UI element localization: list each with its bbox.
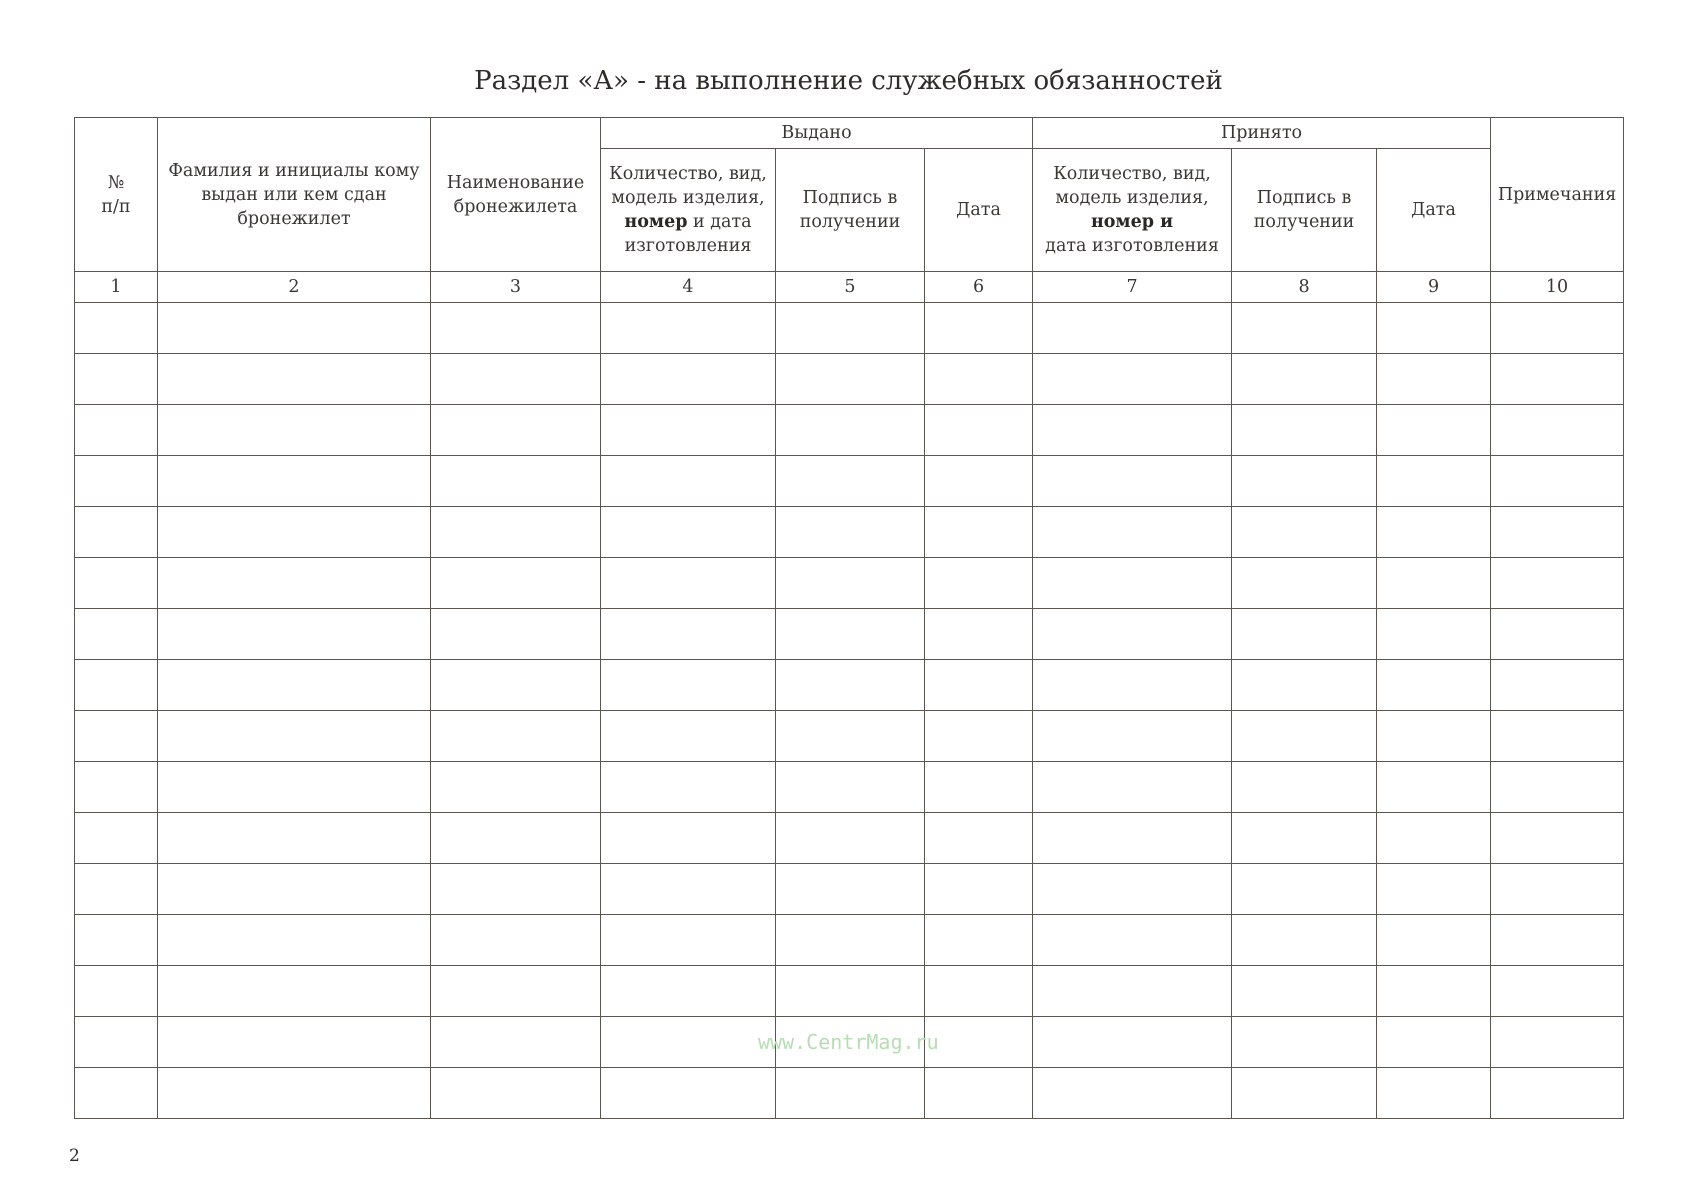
- table-cell[interactable]: [776, 660, 925, 711]
- table-cell[interactable]: [1232, 609, 1377, 660]
- table-cell[interactable]: [1232, 303, 1377, 354]
- table-cell[interactable]: [601, 864, 776, 915]
- table-cell[interactable]: [158, 966, 431, 1017]
- table-cell[interactable]: [776, 864, 925, 915]
- table-cell[interactable]: [1232, 660, 1377, 711]
- table-cell[interactable]: [601, 813, 776, 864]
- table-cell[interactable]: [1232, 864, 1377, 915]
- header-received-item-details: [1033, 149, 1232, 272]
- table-cell[interactable]: [75, 915, 158, 966]
- table-cell[interactable]: [925, 762, 1033, 813]
- header-received-item-details-text: Количество, вид, модель изделия,: [1053, 164, 1211, 208]
- table-cell[interactable]: [1033, 1017, 1232, 1068]
- header-issued-signature: Подпись в получении: [776, 149, 925, 272]
- table-cell[interactable]: [925, 1068, 1033, 1119]
- column-number-cell: 2: [158, 272, 431, 303]
- table-cell[interactable]: [925, 813, 1033, 864]
- table-cell[interactable]: [1377, 405, 1491, 456]
- table-cell[interactable]: [1033, 303, 1232, 354]
- column-number-cell: 5: [776, 272, 925, 303]
- table-cell[interactable]: [1377, 1017, 1491, 1068]
- header-received-item-number-bold: номер и: [1090, 212, 1174, 232]
- table-cell[interactable]: [1491, 711, 1624, 762]
- header-issued-date: Дата: [925, 149, 1033, 272]
- table-cell[interactable]: [601, 354, 776, 405]
- section-title: Раздел «А» - на выполнение служебных обязанностей: [474, 66, 1223, 96]
- table-cell[interactable]: [431, 1068, 601, 1119]
- table-cell[interactable]: [431, 1017, 601, 1068]
- table-cell[interactable]: [1377, 660, 1491, 711]
- table-cell[interactable]: [158, 660, 431, 711]
- table-cell[interactable]: [158, 609, 431, 660]
- table-cell[interactable]: [1232, 966, 1377, 1017]
- table-row: [75, 405, 1624, 456]
- table-cell[interactable]: [75, 456, 158, 507]
- table-cell[interactable]: [431, 456, 601, 507]
- table-cell[interactable]: [1377, 609, 1491, 660]
- table-cell[interactable]: [1491, 456, 1624, 507]
- table-row: [75, 507, 1624, 558]
- table-cell[interactable]: [1232, 558, 1377, 609]
- table-cell[interactable]: [1033, 864, 1232, 915]
- header-group-row: [75, 118, 1624, 149]
- table-cell[interactable]: [431, 966, 601, 1017]
- table-cell[interactable]: [431, 915, 601, 966]
- header-row-number-symbol: №: [107, 172, 125, 193]
- table-cell[interactable]: [158, 303, 431, 354]
- table-cell[interactable]: [1232, 405, 1377, 456]
- table-cell[interactable]: [601, 762, 776, 813]
- table-cell[interactable]: [776, 405, 925, 456]
- table-cell[interactable]: [1033, 354, 1232, 405]
- table-row: [75, 558, 1624, 609]
- table-cell[interactable]: [158, 864, 431, 915]
- table-cell[interactable]: [75, 507, 158, 558]
- table-cell[interactable]: [1033, 456, 1232, 507]
- table-cell[interactable]: [601, 609, 776, 660]
- column-number-cell: 9: [1377, 272, 1491, 303]
- table-cell[interactable]: [75, 762, 158, 813]
- table-cell[interactable]: [776, 303, 925, 354]
- table-cell[interactable]: [431, 711, 601, 762]
- table-row: [75, 864, 1624, 915]
- table-cell[interactable]: [776, 711, 925, 762]
- table-cell[interactable]: [431, 507, 601, 558]
- table-cell[interactable]: [1232, 915, 1377, 966]
- table-cell[interactable]: [1232, 813, 1377, 864]
- table-cell[interactable]: [1491, 1068, 1624, 1119]
- table-cell[interactable]: [1033, 711, 1232, 762]
- table-cell[interactable]: [431, 303, 601, 354]
- table-cell[interactable]: [1033, 813, 1232, 864]
- table-row: [75, 303, 1624, 354]
- table-row: [75, 456, 1624, 507]
- table-cell[interactable]: [1377, 966, 1491, 1017]
- header-issued-item-details: [601, 149, 776, 272]
- table-cell[interactable]: [431, 609, 601, 660]
- table-cell[interactable]: [431, 660, 601, 711]
- column-number-cell: 6: [925, 272, 1033, 303]
- table-cell[interactable]: [925, 660, 1033, 711]
- journal-table: [74, 117, 1624, 1119]
- table-row: [75, 354, 1624, 405]
- table-cell[interactable]: [1033, 1068, 1232, 1119]
- table-cell[interactable]: [1033, 507, 1232, 558]
- table-cell[interactable]: [158, 507, 431, 558]
- table-cell[interactable]: [1491, 762, 1624, 813]
- table-row: [75, 915, 1624, 966]
- table-cell[interactable]: [1232, 1068, 1377, 1119]
- table-cell[interactable]: [776, 1068, 925, 1119]
- table-cell[interactable]: [1377, 354, 1491, 405]
- table-cell[interactable]: [925, 966, 1033, 1017]
- table-cell[interactable]: [925, 303, 1033, 354]
- column-number-cell: 1: [75, 272, 158, 303]
- table-cell[interactable]: [776, 354, 925, 405]
- table-cell[interactable]: [1377, 864, 1491, 915]
- table-cell[interactable]: [601, 660, 776, 711]
- table-cell[interactable]: [925, 456, 1033, 507]
- table-row: [75, 813, 1624, 864]
- header-surname-initials: Фамилия и инициалы кому выдан или кем сдан бронежилет: [158, 118, 431, 272]
- table-cell[interactable]: [75, 660, 158, 711]
- table-cell[interactable]: [1232, 1017, 1377, 1068]
- table-cell[interactable]: [158, 354, 431, 405]
- table-cell[interactable]: [1491, 609, 1624, 660]
- table-cell[interactable]: [776, 558, 925, 609]
- table-cell[interactable]: [601, 711, 776, 762]
- table-cell[interactable]: [776, 966, 925, 1017]
- column-number-cell: 8: [1232, 272, 1377, 303]
- table-cell[interactable]: [1033, 915, 1232, 966]
- table-cell[interactable]: [925, 558, 1033, 609]
- table-cell[interactable]: [431, 405, 601, 456]
- table-cell[interactable]: [158, 813, 431, 864]
- table-cell[interactable]: [601, 1017, 776, 1068]
- table-cell[interactable]: [1491, 813, 1624, 864]
- table-cell[interactable]: [925, 1017, 1033, 1068]
- table-cell[interactable]: [75, 864, 158, 915]
- table-cell[interactable]: [75, 1017, 158, 1068]
- table-row: [75, 660, 1624, 711]
- header-vest-name: Наименование бронежилета: [431, 118, 601, 272]
- table-cell[interactable]: [925, 507, 1033, 558]
- table-cell[interactable]: [1491, 354, 1624, 405]
- table-cell[interactable]: [158, 711, 431, 762]
- table-cell[interactable]: [1491, 507, 1624, 558]
- table-cell[interactable]: [75, 1068, 158, 1119]
- table-cell[interactable]: [75, 354, 158, 405]
- header-issued-item-details-tail: и дата изготовления: [624, 212, 752, 256]
- table-cell[interactable]: [1491, 915, 1624, 966]
- table-cell[interactable]: [1232, 507, 1377, 558]
- header-row-number: [75, 118, 158, 272]
- table-cell[interactable]: [75, 966, 158, 1017]
- table-cell[interactable]: [601, 966, 776, 1017]
- table-cell[interactable]: [1491, 966, 1624, 1017]
- table-cell[interactable]: [431, 558, 601, 609]
- table-cell[interactable]: [75, 558, 158, 609]
- table-cell[interactable]: [1232, 762, 1377, 813]
- table-cell[interactable]: [75, 303, 158, 354]
- table-cell[interactable]: [925, 405, 1033, 456]
- table-cell[interactable]: [158, 1017, 431, 1068]
- table-cell[interactable]: [925, 915, 1033, 966]
- table-row: [75, 609, 1624, 660]
- table-cell[interactable]: [601, 303, 776, 354]
- header-issued-item-details-text: Количество, вид, модель изделия,: [609, 164, 767, 208]
- table-cell[interactable]: [1377, 711, 1491, 762]
- table-row: [75, 1068, 1624, 1119]
- table-cell[interactable]: [1491, 660, 1624, 711]
- table-cell[interactable]: [431, 813, 601, 864]
- header-group-received: Принято: [1033, 118, 1491, 149]
- table-cell[interactable]: [1033, 609, 1232, 660]
- table-cell[interactable]: [925, 711, 1033, 762]
- table-cell[interactable]: [1491, 303, 1624, 354]
- table-cell[interactable]: [75, 813, 158, 864]
- table-cell[interactable]: [158, 456, 431, 507]
- table-cell[interactable]: [431, 354, 601, 405]
- column-number-cell: 7: [1033, 272, 1232, 303]
- table-cell[interactable]: [1033, 762, 1232, 813]
- table-cell[interactable]: [601, 915, 776, 966]
- table-cell[interactable]: [1033, 405, 1232, 456]
- table-cell[interactable]: [1377, 303, 1491, 354]
- table-cell[interactable]: [925, 354, 1033, 405]
- table-cell[interactable]: [75, 609, 158, 660]
- header-row-number-abbr: п/п: [101, 196, 131, 217]
- table-cell[interactable]: [158, 762, 431, 813]
- column-number-cell: 10: [1491, 272, 1624, 303]
- table-cell[interactable]: [1232, 711, 1377, 762]
- table-cell[interactable]: [1033, 966, 1232, 1017]
- column-number-cell: 4: [601, 272, 776, 303]
- table-cell[interactable]: [1377, 507, 1491, 558]
- table-cell[interactable]: [1491, 558, 1624, 609]
- table-cell[interactable]: [1033, 558, 1232, 609]
- table-cell[interactable]: [1377, 813, 1491, 864]
- header-received-date: Дата: [1377, 149, 1491, 272]
- header-issued-item-number-bold: номер: [624, 212, 688, 232]
- table-cell[interactable]: [776, 456, 925, 507]
- table-cell[interactable]: [1491, 1017, 1624, 1068]
- table-cell[interactable]: [776, 813, 925, 864]
- header-received-signature: Подпись в получении: [1232, 149, 1377, 272]
- table-row: [75, 711, 1624, 762]
- table-cell[interactable]: [776, 609, 925, 660]
- table-cell[interactable]: [1377, 915, 1491, 966]
- header-notes: Примечания: [1491, 118, 1624, 272]
- table-cell[interactable]: [75, 405, 158, 456]
- page-number: 2: [69, 1146, 80, 1166]
- table-cell[interactable]: [158, 1068, 431, 1119]
- table-cell[interactable]: [431, 762, 601, 813]
- column-number-row: [75, 272, 1624, 303]
- table-cell[interactable]: [431, 864, 601, 915]
- table-cell[interactable]: [776, 507, 925, 558]
- watermark: www.CentrMag.ru: [758, 1030, 939, 1054]
- table-cell[interactable]: [925, 609, 1033, 660]
- table-cell[interactable]: [158, 915, 431, 966]
- table-cell[interactable]: [601, 405, 776, 456]
- header-received-item-details-tail: дата изготовления: [1045, 236, 1219, 256]
- column-number-cell: 3: [431, 272, 601, 303]
- table-cell[interactable]: [1377, 558, 1491, 609]
- table-cell[interactable]: [1033, 660, 1232, 711]
- table-cell[interactable]: [1377, 762, 1491, 813]
- table-cell[interactable]: [158, 558, 431, 609]
- table-cell[interactable]: [601, 558, 776, 609]
- table-cell[interactable]: [1491, 864, 1624, 915]
- table-cell[interactable]: [776, 915, 925, 966]
- table-row: [75, 966, 1624, 1017]
- table-cell[interactable]: [1377, 456, 1491, 507]
- table-cell[interactable]: [158, 405, 431, 456]
- table-cell[interactable]: [1491, 405, 1624, 456]
- table-cell[interactable]: [925, 864, 1033, 915]
- table-cell[interactable]: [776, 762, 925, 813]
- table-row: [75, 762, 1624, 813]
- table-cell[interactable]: [601, 1068, 776, 1119]
- table-cell[interactable]: [1232, 354, 1377, 405]
- table-cell[interactable]: [601, 507, 776, 558]
- table-cell[interactable]: [601, 456, 776, 507]
- table-cell[interactable]: [1377, 1068, 1491, 1119]
- header-group-issued: Выдано: [601, 118, 1033, 149]
- table-cell[interactable]: [1232, 456, 1377, 507]
- table-body: [75, 272, 1624, 1119]
- table-cell[interactable]: [75, 711, 158, 762]
